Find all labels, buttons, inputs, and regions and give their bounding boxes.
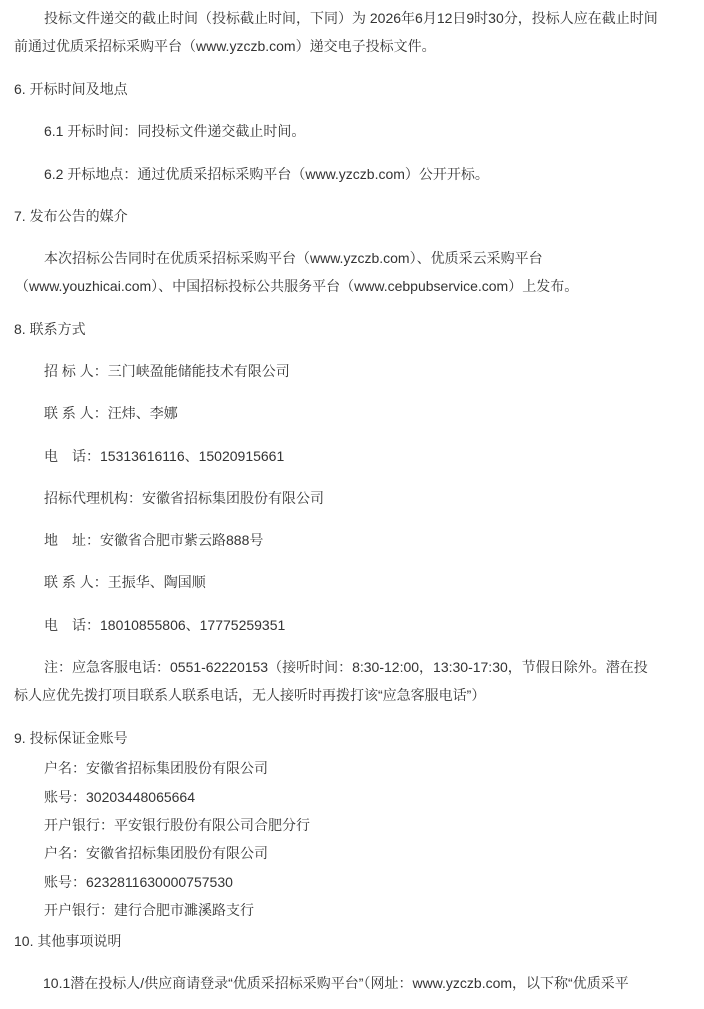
opening-location: 6.2 开标地点：通过优质采招标采购平台（www.yzczb.com）公开开标。 — [44, 166, 489, 182]
emergency-note-line-1: 注：应急客服电话：0551-62220153（接听时间：8:30-12:00，13:30-17:30，节假日除外。潜在投 — [44, 659, 648, 675]
account-name-2: 户名：安徽省招标集团股份有限公司 — [44, 845, 268, 861]
agency-contact: 联 系 人：王振华、陶国顺 — [44, 574, 206, 590]
media-paragraph-line-2: （www.youzhicai.com）、中国招标投标公共服务平台（www.cebpubservice.com）上发布。 — [15, 278, 579, 294]
agency-address: 地 址：安徽省合肥市紫云路888号 — [44, 532, 264, 548]
deadline-paragraph-line-1: 投标文件递交的截止时间（投标截止时间，下同）为 2026年6月12日9时30分，投标人应在截止时间 — [44, 10, 658, 26]
tenderer-phone: 电 话：15313616116、15020915661 — [44, 448, 285, 464]
account-number-2: 账号：6232811630000757530 — [44, 874, 233, 890]
agency: 招标代理机构：安徽省招标集团股份有限公司 — [44, 490, 324, 506]
section-heading-10: 10. 其他事项说明 — [14, 933, 122, 949]
account-name-1: 户名：安徽省招标集团股份有限公司 — [44, 760, 268, 776]
tenderer: 招 标 人：三门峡盈能储能技术有限公司 — [44, 363, 290, 379]
account-bank-1: 开户银行：平安银行股份有限公司合肥分行 — [44, 817, 310, 833]
section-heading-9: 9. 投标保证金账号 — [14, 730, 128, 746]
deadline-paragraph-line-2: 前通过优质采招标采购平台（www.yzczb.com）递交电子投标文件。 — [14, 38, 436, 54]
account-bank-2: 开户银行：建行合肥市濉溪路支行 — [44, 902, 254, 918]
media-paragraph-line-1: 本次招标公告同时在优质采招标采购平台（www.yzczb.com）、优质采云采购平台 — [44, 250, 543, 266]
other-matters-10-1: 10.1潜在投标人/供应商请登录“优质采招标采购平台”（网址：www.yzczb.com，以下称“优质采平 — [43, 975, 629, 991]
section-heading-6: 6. 开标时间及地点 — [14, 81, 128, 97]
tenderer-contact: 联 系 人：汪炜、李娜 — [44, 405, 178, 421]
section-heading-7: 7. 发布公告的媒介 — [14, 208, 128, 224]
agency-phone: 电 话：18010855806、17775259351 — [44, 617, 286, 633]
emergency-note-line-2: 标人应优先拨打项目联系人联系电话，无人接听时再拨打该“应急客服电话”） — [14, 687, 486, 703]
section-heading-8: 8. 联系方式 — [14, 321, 86, 337]
account-number-1: 账号：30203448065664 — [44, 789, 196, 805]
opening-time: 6.1 开标时间：同投标文件递交截止时间。 — [44, 123, 306, 139]
